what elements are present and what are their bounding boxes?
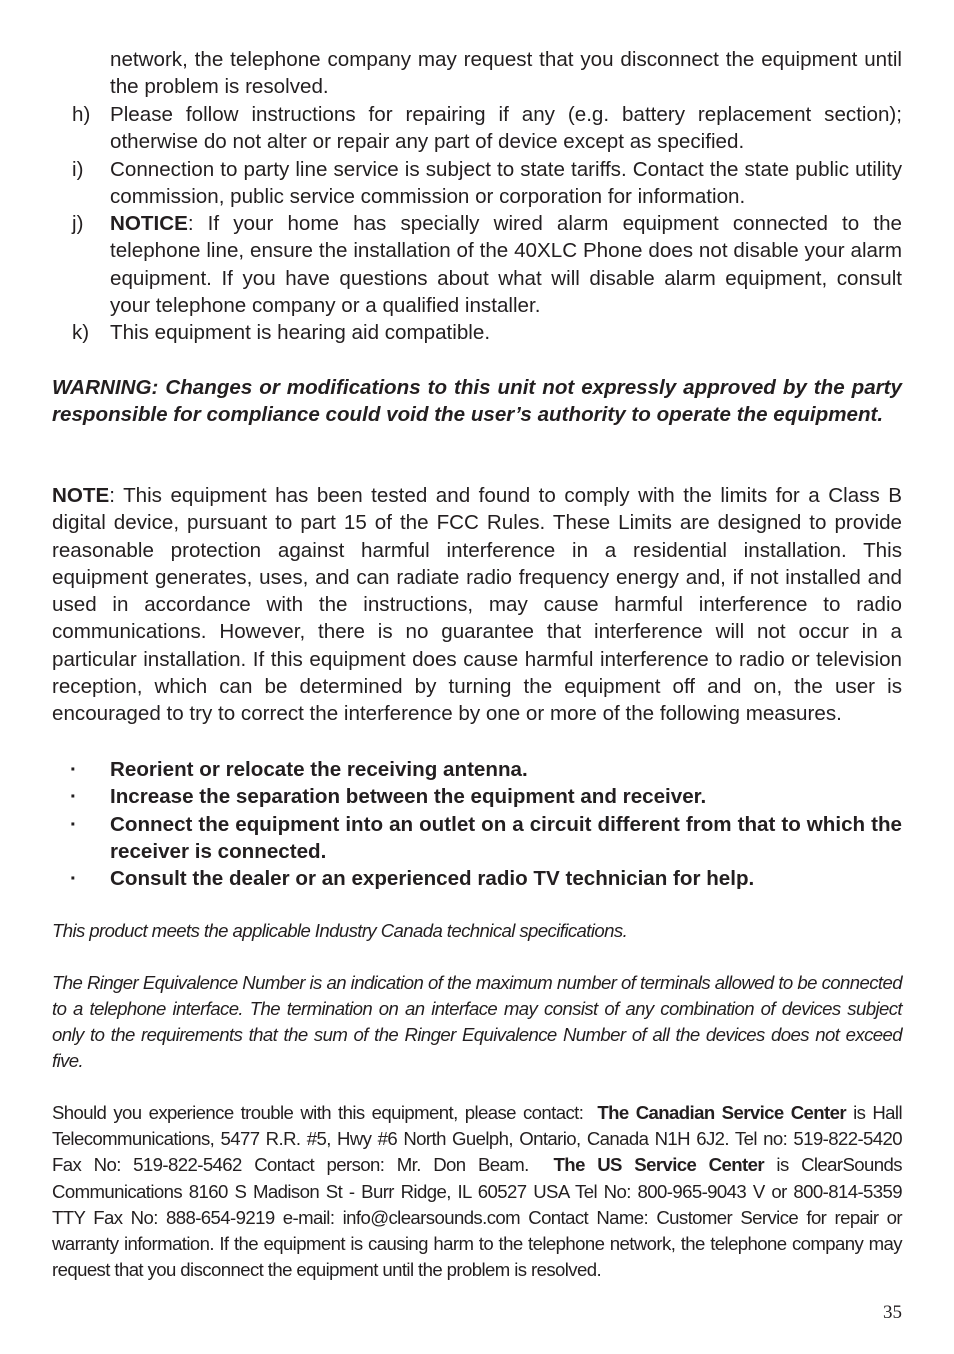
industry-canada-statement: This product meets the applicable Industry Canada technical specifications. — [52, 920, 628, 941]
warning-paragraph: WARNING: Changes or modifications to this unit not expressly approved by the party responsible for compliance could void the user’s authority to operate the equipment. — [52, 376, 902, 427]
bullet-icon: · — [70, 867, 77, 891]
ren-statement: The Ringer Equivalence Number is an indication of the maximum number of terminals allowed to be connected to a telephone interface. The termination on an interface may consist of any combination of devices subject only to the requirements that the sum of the Ringer Equivalence Number of all the devices does not exceed five. — [52, 972, 902, 1071]
canadian-service-center-text: is Hall Telecommunications, 5477 R.R. #5, Hwy #6 North Guelph, Ontario, Canada N1H 6J2. Tel no: 519-822-5420 Fax No: 519-822-5462 Contact person: Mr. Don Beam. — [52, 1102, 902, 1176]
fcc-note-paragraph — [52, 482, 902, 728]
notice-text: : If your home has specially wired alarm equipment connected to the telephone line, ensure the installation of the 40XLC Phone does not disable your alarm equipment. If you have questions about what will disable alarm equipment, consult your telephone company or a qualified installer. — [110, 212, 902, 317]
canadian-service-center-label: The Canadian Service Center — [597, 1102, 846, 1123]
list-item-k — [52, 319, 902, 346]
note-label: NOTE — [52, 484, 110, 507]
list-item-j — [52, 210, 902, 319]
list-item — [52, 783, 902, 810]
list-item-label: i) — [72, 158, 84, 181]
list-item-label: k) — [72, 321, 90, 344]
list-item-i — [52, 156, 902, 211]
measures-list — [52, 756, 902, 892]
list-item-label: h) — [72, 103, 91, 126]
notice-label: NOTICE — [110, 212, 188, 235]
page-number: 35 — [883, 1302, 902, 1323]
measure-text: Consult the dealer or an experienced radio TV technician for help. — [110, 867, 755, 891]
list-item-text — [110, 210, 902, 319]
contact-paragraph — [52, 1100, 902, 1283]
note-text: : This equipment has been tested and found to comply with the limits for a Class B digital device, pursuant to part 15 of the FCC Rules. These Limits are designed to provide reasonable protection against harmful interference in a residential installation. This equipment generates, uses, and can radiate radio frequency energy and, if not installed and used in accordance with the instructions, may cause harmful interference to radio communications. However, there is no guarantee that interference will not occur in a particular installation. If this equipment does cause harmful interference to radio or television reception, which can be determined by turning the equipment off and on, the user is encouraged to try to correct the interference by one or more of the following measures. — [52, 484, 902, 726]
list-item — [52, 865, 902, 892]
measure-text: Reorient or relocate the receiving antenna. — [110, 758, 528, 781]
list-item-h — [52, 101, 902, 156]
list-item — [52, 756, 902, 783]
bullet-icon: · — [70, 812, 77, 836]
us-service-center-label: The US Service Center — [553, 1154, 764, 1176]
contact-intro: Should you experience trouble with this equipment, please contact: — [52, 1102, 584, 1123]
continuation-text: network, the telephone company may request that you disconnect the equipment until the problem is resolved. — [110, 48, 902, 99]
measure-text: Connect the equipment into an outlet on a circuit different from that to which the receiver is connected. — [110, 812, 902, 863]
bullet-icon: · — [70, 758, 77, 781]
list-item-text: Please follow instructions for repairing if any (e.g. battery replacement section); otherwise do not alter or repair any part of device except as specified. — [110, 103, 902, 154]
bullet-icon: · — [70, 785, 77, 809]
list-item-label: j) — [72, 212, 84, 235]
us-service-center-text: is ClearSounds Communications 8160 S Madison St - Burr Ridge, IL 60527 USA Tel No: 800-965-9043 V or 800-814-5359 TTY Fax No: 888-654-9219 e-mail: info@clearsounds.com Contact Name: Customer Service for repair or warranty information. If the equipment is causing harm to the telephone network, the telephone company may request that you disconnect the equipment until the problem is resolved. — [52, 1154, 902, 1281]
measure-text: Increase the separation between the equipment and receiver. — [110, 785, 707, 809]
list-item-text: Connection to party line service is subject to state tariffs. Contact the state public utility commission, public service commission or corporation for information. — [110, 158, 902, 209]
list-item-text: This equipment is hearing aid compatible. — [110, 321, 491, 344]
list-item — [52, 811, 902, 866]
